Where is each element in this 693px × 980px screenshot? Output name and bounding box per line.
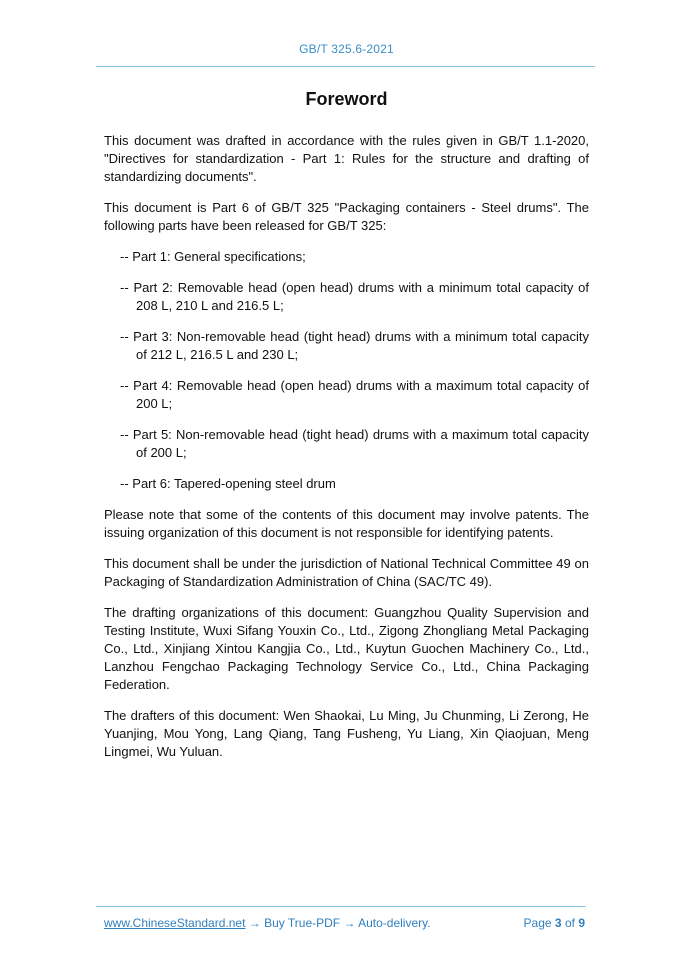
document-code: GB/T 325.6-2021 bbox=[299, 42, 394, 56]
list-item: -- Part 4: Removable head (open head) drums with a maximum total capacity of 200 L; bbox=[120, 378, 589, 411]
paragraph-drafting-rules: This document was drafted in accordance with the rules given in GB/T 1.1-2020, "Directives for standardization - Part 1: Rules for the structure and drafting of standardizing documents". bbox=[104, 133, 589, 184]
footer-tagline: → Buy True-PDF → Auto-delivery. bbox=[245, 916, 431, 930]
page-current: 3 bbox=[554, 916, 562, 930]
website-link[interactable]: www.ChineseStandard.net bbox=[104, 916, 246, 930]
list-item: -- Part 1: General specifications; bbox=[120, 249, 306, 264]
list-item: -- Part 2: Removable head (open head) drums with a minimum total capacity of 208 L, 210 L and 216.5 L; bbox=[120, 280, 589, 313]
page-of: of bbox=[564, 916, 575, 930]
paragraph-jurisdiction: This document shall be under the jurisdiction of National Technical Committee 49 on Packaging of Standardization Administration of China (SAC/TC 49). bbox=[104, 556, 589, 589]
paragraph-drafting-organizations: The drafting organizations of this document: Guangzhou Quality Supervision and Testing Institute, Wuxi Sifang Youxin Co., Ltd., Zigong Zhongliang Metal Packaging Co., Ltd., Xinjiang Xintou Kangjia Co., Ltd., Kuytun Guochen Machinery Co., Ltd., Lanzhou Fengchao Packaging Technology Service Co., Ltd., China Packaging Federation. bbox=[104, 605, 589, 692]
page-total: 9 bbox=[578, 916, 585, 930]
list-item: -- Part 3: Non-removable head (tight head) drums with a minimum total capacity of 212 L, 216.5 L and 230 L; bbox=[120, 329, 589, 362]
foreword-body bbox=[104, 132, 589, 774]
page-footer bbox=[104, 916, 585, 930]
paragraph-drafters: The drafters of this document: Wen Shaokai, Lu Ming, Ju Chunming, Li Zerong, He Yuanjing, Mou Yong, Lang Qiang, Tang Fusheng, Yu Liang, Xin Qiaojuan, Meng Lingmei, Wu Yuluan. bbox=[104, 708, 589, 759]
page-label: Page bbox=[523, 916, 552, 930]
header-divider bbox=[96, 66, 595, 67]
list-item: -- Part 5: Non-removable head (tight head) drums with a maximum total capacity of 200 L; bbox=[120, 427, 589, 460]
page-title: Foreword bbox=[305, 89, 388, 109]
parts-list bbox=[104, 248, 589, 493]
page-indicator bbox=[524, 916, 585, 930]
list-item: -- Part 6: Tapered-opening steel drum bbox=[120, 476, 336, 491]
paragraph-patents: Please note that some of the contents of this document may involve patents. The issuing organization of this document is not responsible for identifying patents. bbox=[104, 507, 589, 540]
footer-divider bbox=[96, 906, 586, 907]
paragraph-series-intro: This document is Part 6 of GB/T 325 "Packaging containers - Steel drums". The following parts have been released for GB/T 325: bbox=[104, 200, 589, 233]
